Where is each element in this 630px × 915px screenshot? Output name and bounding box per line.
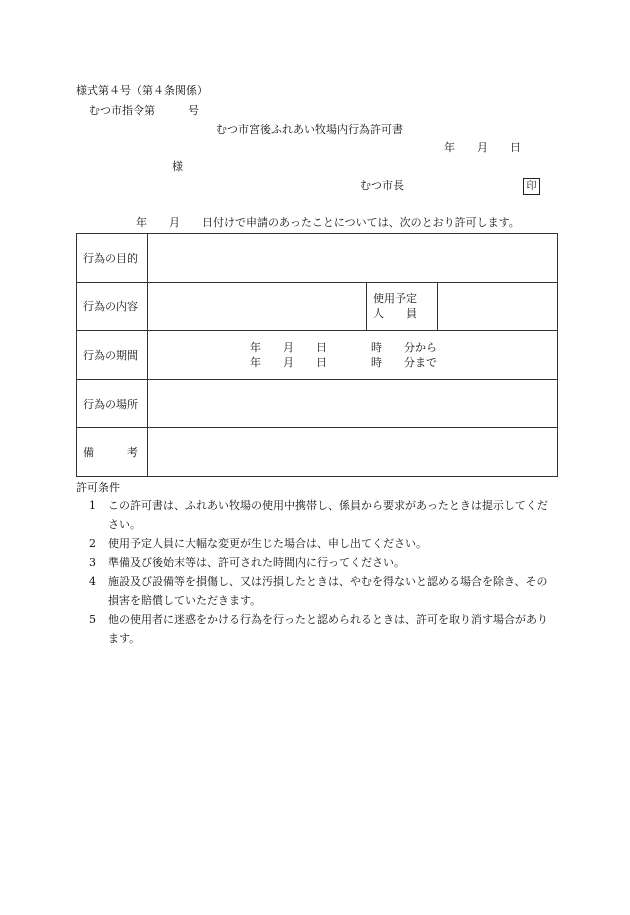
directive-number: むつ市指令第 号 — [89, 104, 199, 117]
issue-date: 年 月 日 — [444, 141, 521, 154]
table-row-content — [77, 282, 558, 331]
location-field[interactable] — [148, 379, 558, 428]
document-title: むつ市宮後ふれあい牧場内行為許可書 — [216, 123, 403, 136]
planned-users-label-line2: 人 員 — [373, 307, 417, 321]
period-start: 年 月 日 時 分から — [250, 341, 437, 355]
period-label: 行為の期間 — [77, 331, 148, 380]
remarks-field[interactable] — [148, 428, 558, 477]
planned-users-label — [367, 282, 438, 331]
condition-number: 4 — [89, 575, 96, 588]
condition-number: 5 — [89, 613, 96, 626]
planned-users-field[interactable] — [438, 282, 558, 331]
location-label: 行為の場所 — [77, 379, 148, 428]
table-row-period — [77, 331, 558, 380]
condition-text: 準備及び後始末等は、許可された時間内に行ってください。 — [108, 556, 405, 569]
table-row-location — [77, 379, 558, 428]
permit-conditions — [76, 479, 556, 648]
period-field[interactable] — [148, 331, 558, 380]
condition-number: 2 — [89, 537, 96, 550]
permit-table — [76, 233, 558, 477]
condition-item — [89, 610, 556, 648]
conditions-title: 許可条件 — [76, 481, 120, 494]
condition-text: 使用予定人員に大幅な変更が生じた場合は、申し出てください。 — [108, 537, 427, 550]
purpose-field[interactable] — [148, 234, 558, 283]
addressee-honorific: 様 — [172, 160, 183, 173]
issuer-name: むつ市長 — [360, 179, 404, 192]
remarks-label: 備 考 — [77, 428, 148, 477]
condition-number: 3 — [89, 556, 96, 569]
table-row-purpose — [77, 234, 558, 283]
purpose-label: 行為の目的 — [77, 234, 148, 283]
seal-mark: 印 — [523, 178, 540, 195]
form-number: 様式第４号（第４条関係） — [76, 84, 208, 97]
condition-text: 他の使用者に迷惑をかける行為を行ったと認められるときは、許可を取り消す場合があります。 — [108, 613, 548, 645]
content-field[interactable] — [148, 282, 367, 331]
period-end: 年 月 日 時 分まで — [250, 356, 437, 370]
intro-text: 年 月 日付けで申請のあったことについては、次のとおり許可します。 — [136, 216, 520, 229]
condition-item — [89, 553, 556, 572]
condition-text: 施設及び設備等を損傷し、又は汚損したときは、やむを得ないと認める場合を除き、その損害を賠償していただきます。 — [108, 575, 548, 607]
condition-text: この許可書は、ふれあい牧場の使用中携帯し、係員から要求があったときは提示してください。 — [108, 499, 548, 531]
condition-number: 1 — [89, 499, 96, 512]
planned-users-label-line1: 使用予定 — [373, 292, 417, 306]
table-row-remarks — [77, 428, 558, 477]
content-label: 行為の内容 — [77, 282, 148, 331]
condition-item — [89, 534, 556, 553]
condition-item — [89, 572, 556, 610]
condition-item — [89, 496, 556, 534]
